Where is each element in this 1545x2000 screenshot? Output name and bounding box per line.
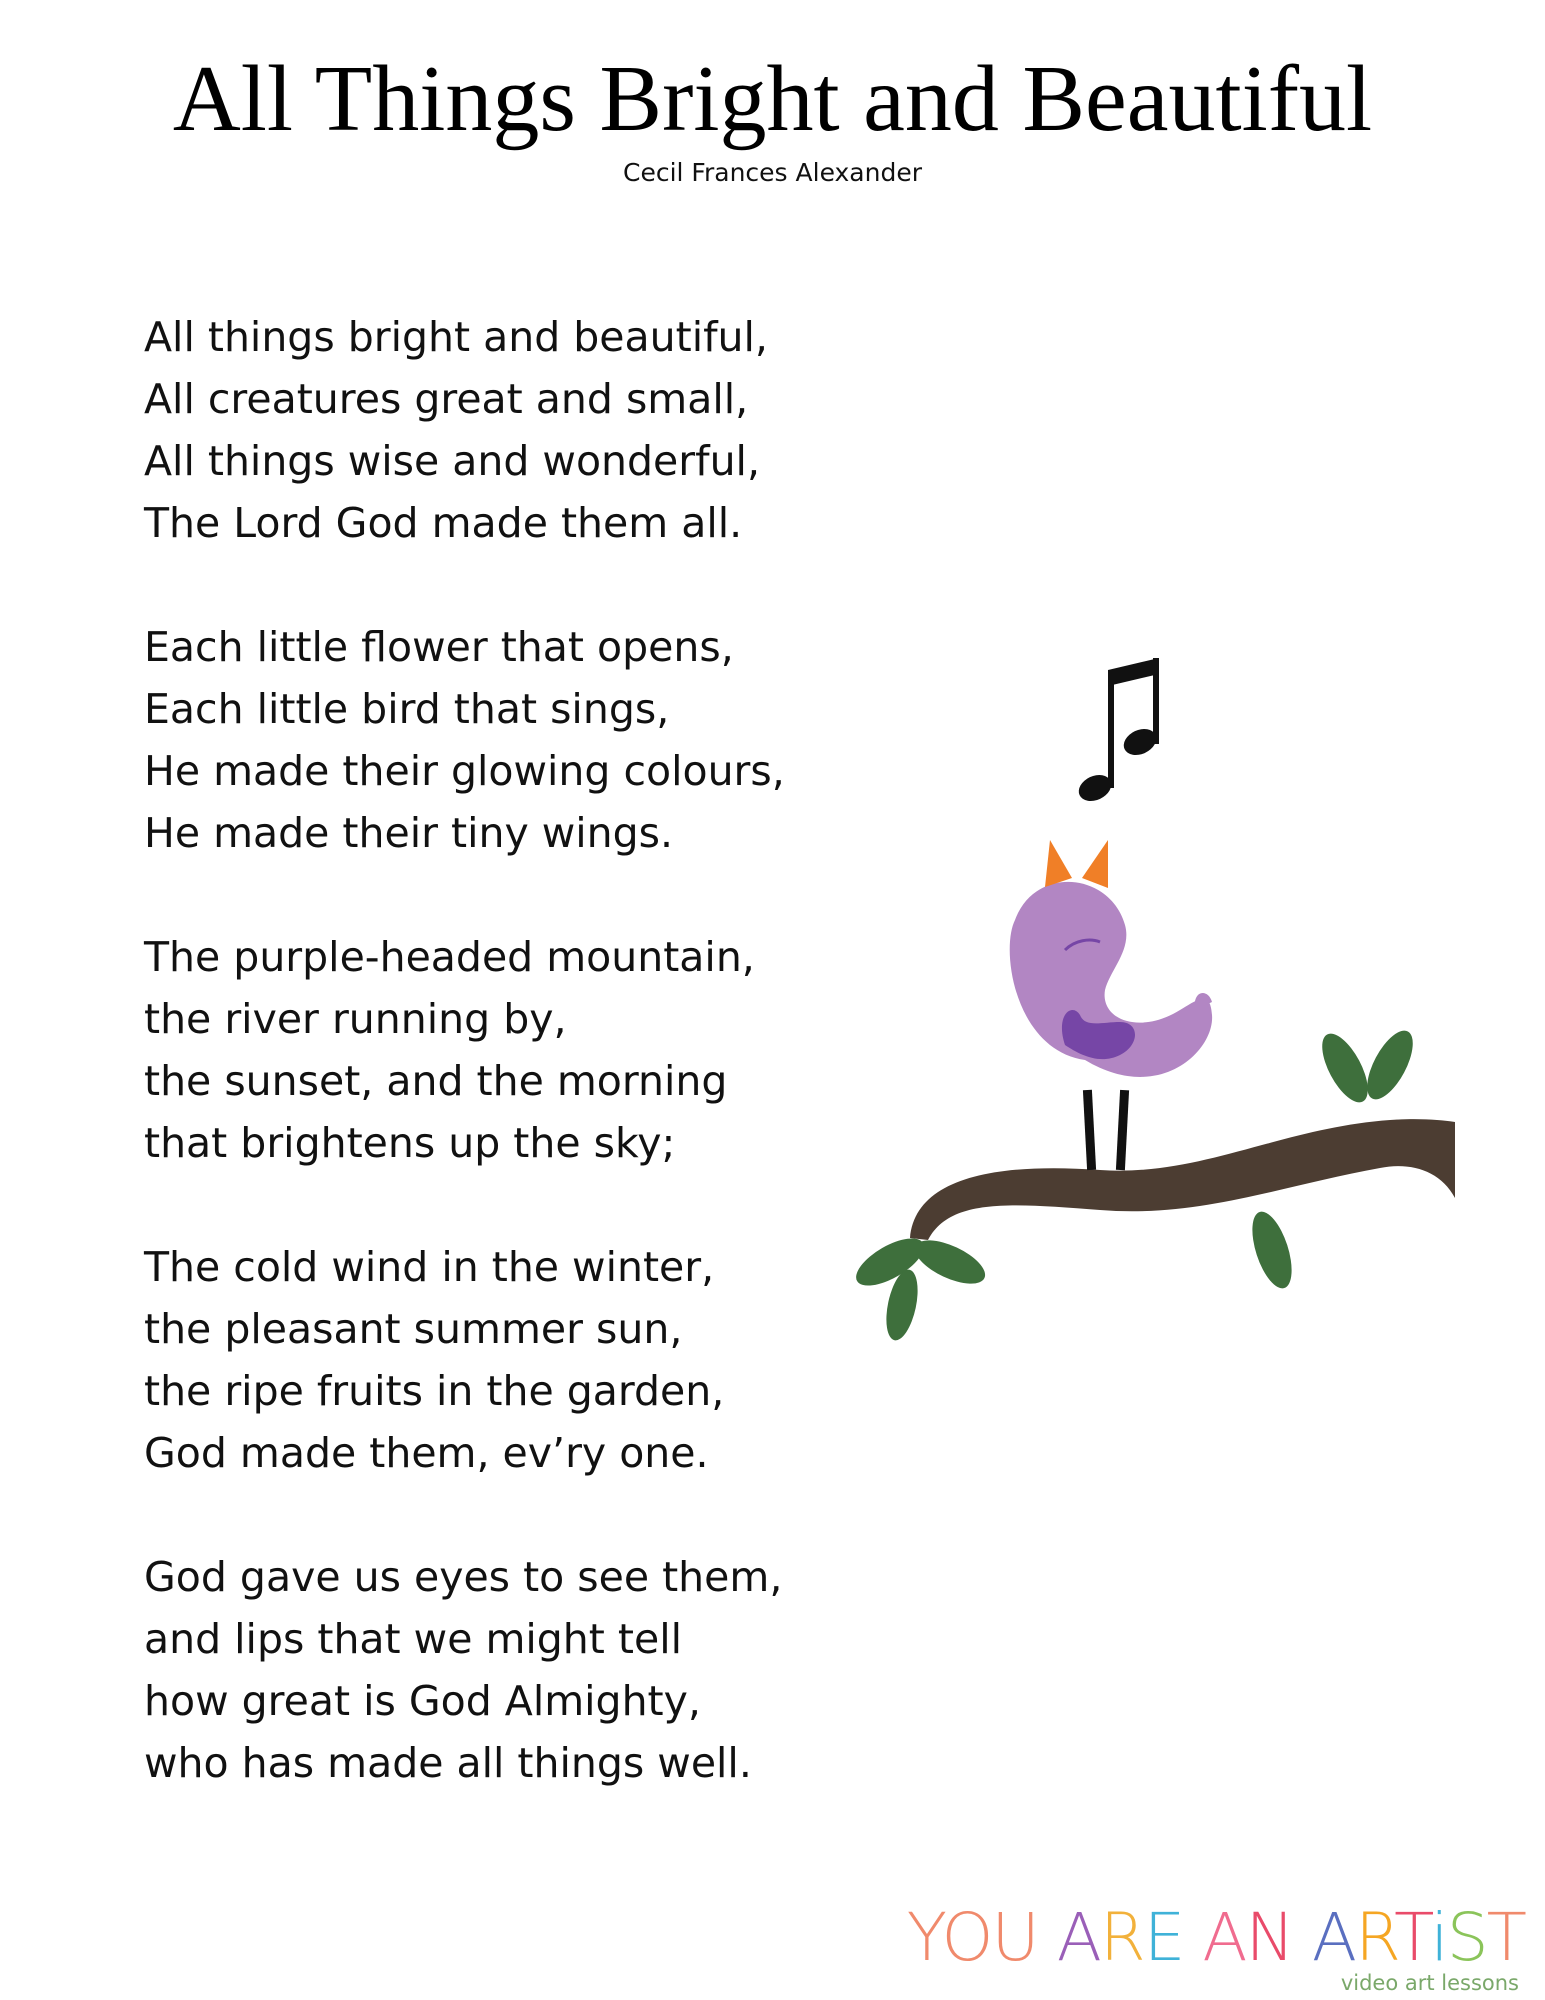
poem-line: He made their glowing colours,: [144, 747, 785, 795]
logo-letter: T: [1394, 1899, 1431, 1976]
poem-line: The cold wind in the winter,: [144, 1243, 715, 1291]
stanza: [144, 306, 964, 554]
poem-line: how great is God Almighty,: [144, 1677, 701, 1725]
poem-line: the river running by,: [144, 995, 567, 1043]
brand-logo: [906, 1899, 1525, 1995]
logo-letter: N: [1245, 1899, 1293, 1976]
logo-letter: O: [941, 1899, 992, 1976]
poem-line: the pleasant summer sun,: [144, 1305, 683, 1353]
poem-line: All creatures great and small,: [144, 375, 749, 423]
logo-letter: [1183, 1899, 1202, 1976]
poem-line: that brightens up the sky;: [144, 1119, 676, 1167]
poem-line: and lips that we might tell: [144, 1615, 682, 1663]
poem-line: All things wise and wonderful,: [144, 437, 760, 485]
logo-letter: A: [1056, 1899, 1100, 1976]
logo-letter: A: [1202, 1899, 1246, 1976]
poem-line: God gave us eyes to see them,: [144, 1553, 783, 1601]
author-name: Cecil Frances Alexander: [623, 158, 922, 187]
logo-letter: [1293, 1899, 1312, 1976]
logo-letter: E: [1143, 1899, 1184, 1976]
poem-line: The purple-headed mountain,: [144, 933, 755, 981]
logo-letter: S: [1446, 1899, 1487, 1976]
poem-line: who has made all things well.: [144, 1739, 752, 1787]
poem-line: the sunset, and the morning: [144, 1057, 728, 1105]
brand-tagline: video art lessons: [1340, 1971, 1519, 1995]
logo-letter: Y: [906, 1899, 942, 1976]
brand-logo-text: [906, 1899, 1525, 1976]
poem-line: Each little flower that opens,: [144, 623, 734, 671]
bird-legs: [1083, 1090, 1129, 1170]
logo-letter: U: [991, 1899, 1038, 1976]
stanza: [144, 1546, 964, 1794]
bird-illustration: [840, 650, 1480, 1350]
poem-line: the ripe fruits in the garden,: [144, 1367, 725, 1415]
poem-line: The Lord God made them all.: [144, 499, 743, 547]
logo-letter: R: [1355, 1899, 1395, 1976]
logo-letter: A: [1311, 1899, 1356, 1976]
poem-line: God made them, ev’ry one.: [144, 1429, 709, 1477]
page-title: All Things Bright and Beautiful: [172, 47, 1373, 151]
poem-line: Each little bird that sings,: [144, 685, 670, 733]
logo-letter: [1038, 1899, 1057, 1976]
branch-icon: [910, 1119, 1455, 1240]
logo-letter: T: [1486, 1899, 1525, 1976]
bird-illustration-svg: [840, 650, 1480, 1350]
poem-line: All things bright and beautiful,: [144, 313, 768, 361]
poem-line: He made their tiny wings.: [144, 809, 674, 857]
logo-letter: i: [1430, 1899, 1447, 1976]
bird-icon: [1010, 840, 1212, 1077]
logo-letter: R: [1099, 1899, 1144, 1976]
music-note-icon: [1075, 658, 1161, 806]
